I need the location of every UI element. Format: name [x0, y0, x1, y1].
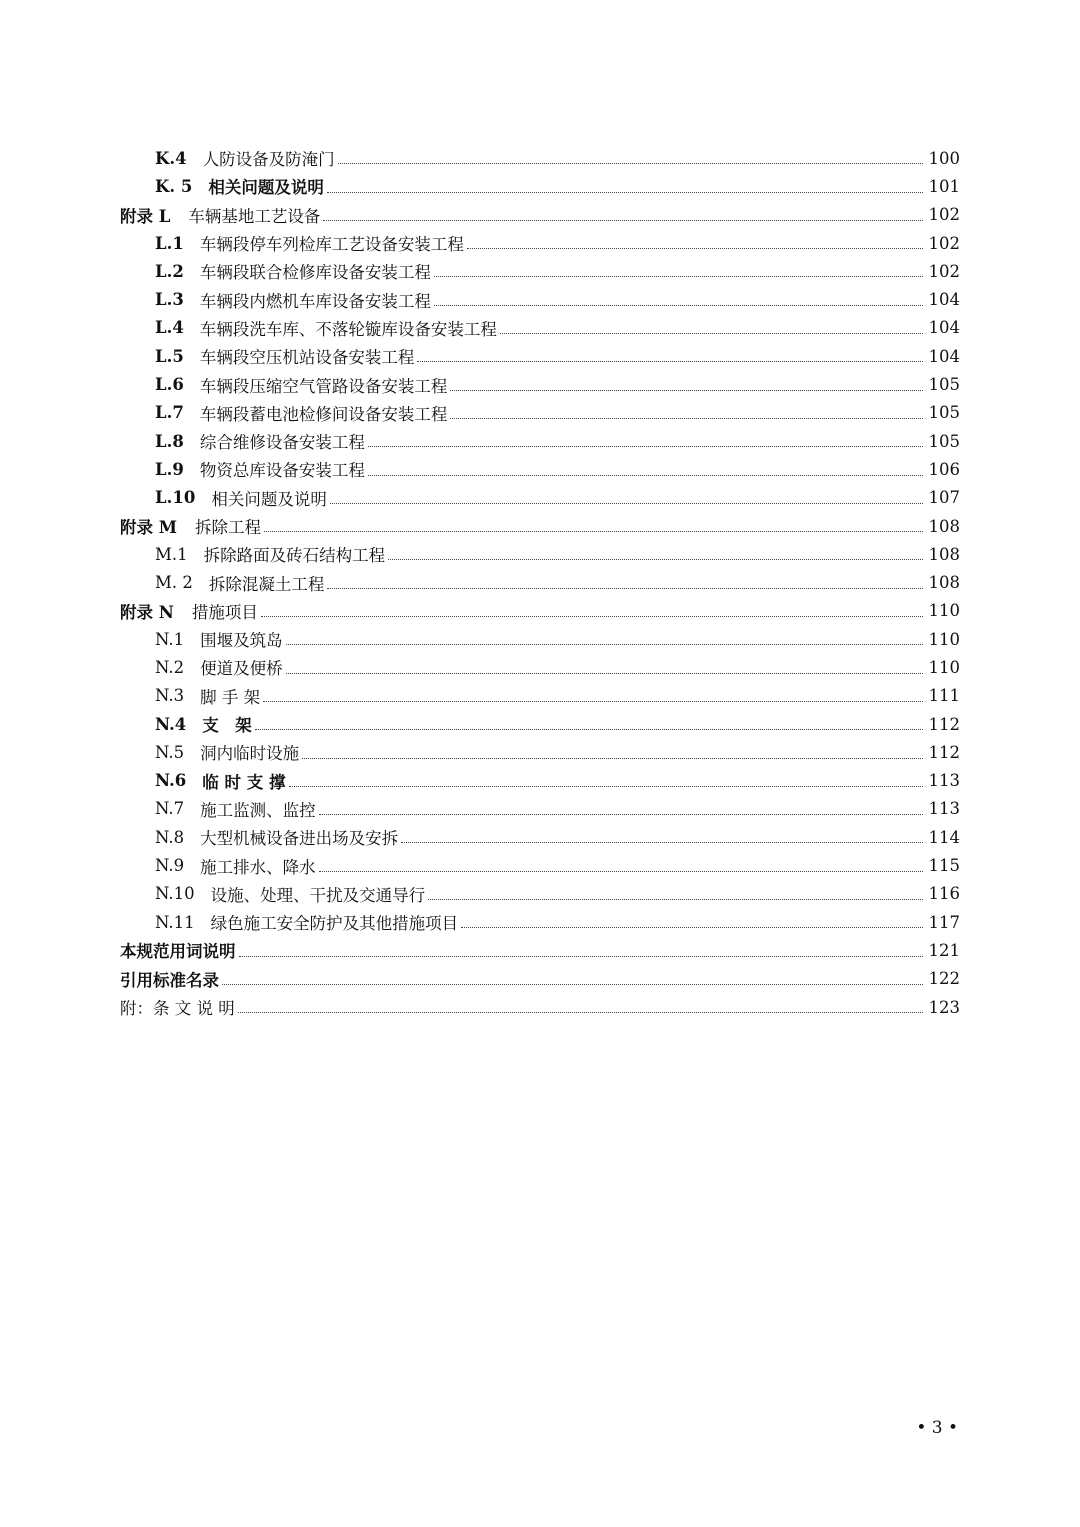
toc-entry[interactable] [0, 710, 1080, 738]
toc-entry-page: 113 [928, 799, 960, 819]
toc-entry-page: 107 [928, 488, 960, 508]
toc-entry-number: L.9 [155, 459, 184, 479]
toc-entry-page: 112 [928, 714, 960, 734]
toc-entry[interactable] [0, 625, 1080, 653]
toc-entry[interactable] [0, 540, 1080, 568]
toc-entry-page: 105 [928, 431, 960, 451]
toc-entry[interactable] [0, 880, 1080, 908]
dot-leader [368, 474, 923, 476]
toc-entry-page: 114 [928, 827, 960, 847]
toc-entry-page: 102 [928, 205, 960, 225]
toc-entry[interactable] [0, 568, 1080, 596]
dot-leader [263, 700, 923, 702]
toc-entry-page: 102 [928, 233, 960, 253]
toc-entry-page: 113 [928, 771, 960, 791]
dot-leader [255, 728, 923, 730]
dot-leader [467, 247, 923, 249]
toc-entry-number: N.2 [155, 657, 185, 677]
toc-entry-page: 117 [928, 912, 960, 932]
toc-entry-title: 相关问题及说明 [211, 489, 327, 509]
page-number-footer: • 3 • [916, 1418, 958, 1438]
toc-entry-page: 108 [928, 573, 960, 593]
toc-entry-page: 105 [928, 375, 960, 395]
toc-entry-title: 绿色施工安全防护及其他措施项目 [210, 914, 459, 934]
toc-entry-page: 122 [928, 969, 960, 989]
toc-entry-page: 108 [928, 516, 960, 536]
toc-entry[interactable] [0, 908, 1080, 936]
toc-entry-title: 车辆段联合检修库设备安装工程 [199, 263, 431, 283]
toc-entry[interactable] [0, 314, 1080, 342]
toc-entry-page: 104 [928, 346, 960, 366]
toc-entry-number: L.5 [155, 346, 184, 366]
toc-entry-page: 123 [928, 997, 960, 1017]
dot-leader [434, 304, 923, 306]
dot-leader [461, 926, 923, 928]
dot-leader [330, 502, 923, 504]
toc-entry[interactable] [0, 172, 1080, 200]
toc-entry-page: 104 [928, 290, 960, 310]
toc-entry[interactable] [0, 682, 1080, 710]
toc-entry-number: 附录 M [120, 518, 178, 537]
toc-entry-title: 拆除工程 [195, 518, 262, 537]
dot-leader [434, 275, 923, 277]
table-of-contents [0, 144, 1080, 1021]
toc-entry-title: 车辆段蓄电池检修间设备安装工程 [199, 404, 448, 424]
toc-entry-title: 车辆段内燃机车库设备安装工程 [199, 291, 431, 311]
toc-entry-page: 115 [928, 856, 960, 876]
toc-entry-title: 车辆基地工艺设备 [188, 206, 321, 226]
toc-entry[interactable] [0, 993, 1080, 1021]
dot-leader [401, 841, 923, 843]
toc-entry-title: 洞内临时设施 [200, 744, 300, 764]
toc-entry-page: 112 [928, 742, 960, 762]
toc-entry-title: 车辆段压缩空气管路设备安装工程 [199, 376, 448, 396]
toc-entry-page: 100 [928, 148, 960, 168]
toc-entry-title: 措施项目 [191, 602, 258, 622]
dot-leader [338, 162, 923, 164]
toc-entry[interactable] [0, 653, 1080, 681]
dot-leader [261, 615, 923, 617]
toc-entry-title: 大型机械设备进出场及安拆 [200, 829, 399, 849]
dot-leader [450, 417, 923, 419]
toc-entry-number: N.11 [155, 912, 195, 932]
dot-leader [327, 191, 923, 193]
toc-entry[interactable] [0, 597, 1080, 625]
toc-entry-page: 105 [928, 403, 960, 423]
toc-entry[interactable] [0, 285, 1080, 313]
toc-entry-number: N.10 [155, 884, 195, 904]
toc-entry-title: 施工排水、降水 [200, 857, 316, 877]
toc-entry-page: 110 [928, 629, 960, 649]
toc-entry-number: K.4 [155, 148, 187, 168]
dot-leader [286, 672, 923, 674]
toc-entry-number: L.6 [155, 375, 184, 395]
dot-leader [450, 389, 923, 391]
toc-entry-title: 附：条 文 说 明 [120, 999, 235, 1019]
toc-entry-number: N.9 [155, 856, 185, 876]
toc-entry-title: 车辆段空压机站设备安装工程 [199, 348, 415, 368]
toc-entry-title: 车辆段洗车库、不落轮镟库设备安装工程 [199, 319, 497, 339]
toc-entry-title: 施工监测、监控 [200, 800, 316, 820]
toc-entry-number: L.4 [155, 318, 184, 338]
toc-entry-number: L.1 [155, 233, 184, 253]
toc-entry[interactable] [0, 201, 1080, 229]
dot-leader [319, 813, 923, 815]
toc-entry-title: 支 架 [202, 716, 252, 736]
toc-entry-page: 110 [928, 657, 960, 677]
toc-entry-number: L.3 [155, 290, 184, 310]
toc-entry-number: L.10 [155, 488, 196, 508]
dot-leader [264, 530, 923, 532]
toc-entry-page: 110 [928, 601, 960, 621]
dot-leader [238, 1011, 923, 1013]
toc-entry-number: L.8 [155, 431, 184, 451]
dot-leader [500, 332, 923, 334]
toc-entry-number: N.8 [155, 827, 185, 847]
toc-entry-title: 相关问题及说明 [208, 178, 324, 198]
toc-entry[interactable] [0, 427, 1080, 455]
toc-entry-number: K. 5 [155, 176, 193, 196]
dot-leader [289, 785, 924, 787]
toc-entry[interactable] [0, 936, 1080, 964]
toc-entry-number: N.6 [155, 771, 187, 791]
toc-entry-number: L.2 [155, 261, 184, 281]
dot-leader [428, 898, 923, 900]
toc-entry[interactable] [0, 738, 1080, 766]
dot-leader [286, 643, 923, 645]
toc-entry-number: 附录 L [120, 206, 171, 226]
toc-entry[interactable] [0, 257, 1080, 285]
toc-entry[interactable] [0, 342, 1080, 370]
dot-leader [327, 587, 923, 589]
toc-entry[interactable] [0, 795, 1080, 823]
toc-entry-page: 101 [928, 176, 960, 196]
toc-entry-number: N.7 [155, 799, 185, 819]
toc-entry-page: 121 [928, 940, 960, 960]
toc-entry-title: 设施、处理、干扰及交通导行 [210, 885, 426, 905]
toc-entry[interactable] [0, 965, 1080, 993]
toc-entry[interactable] [0, 399, 1080, 427]
toc-entry-page: 108 [928, 544, 960, 564]
toc-entry[interactable] [0, 229, 1080, 257]
toc-entry-title: 人防设备及防淹门 [202, 150, 335, 170]
toc-entry-title: 拆除混凝土工程 [208, 574, 325, 594]
toc-entry[interactable] [0, 144, 1080, 172]
toc-entry-number: 附录 N [120, 602, 174, 622]
toc-entry-page: 111 [928, 686, 960, 706]
toc-entry[interactable] [0, 767, 1080, 795]
toc-entry-page: 106 [928, 459, 960, 479]
toc-entry-page: 104 [928, 318, 960, 338]
dot-leader [222, 983, 923, 985]
toc-entry-title: 物资总库设备安装工程 [199, 461, 365, 481]
toc-entry[interactable] [0, 370, 1080, 398]
toc-entry-number: N.5 [155, 742, 185, 762]
toc-entry[interactable] [0, 851, 1080, 879]
toc-entry-title: 引用标准名录 [120, 970, 219, 990]
toc-entry-page: 102 [928, 261, 960, 281]
toc-entry-title: 便道及便桥 [200, 659, 283, 679]
toc-entry[interactable] [0, 823, 1080, 851]
dot-leader [368, 445, 923, 447]
toc-entry[interactable] [0, 455, 1080, 483]
toc-entry-number: N.4 [155, 714, 187, 734]
toc-entry-number: L.7 [155, 403, 184, 423]
dot-leader [319, 870, 923, 872]
dot-leader [388, 558, 923, 560]
toc-entry-number: N.3 [155, 686, 185, 706]
toc-entry-number: M.1 [155, 544, 188, 564]
dot-leader [323, 219, 923, 221]
toc-entry[interactable] [0, 484, 1080, 512]
toc-entry-title: 拆除路面及砖石结构工程 [203, 546, 386, 566]
toc-entry-title: 综合维修设备安装工程 [199, 433, 365, 453]
toc-entry-title: 围堰及筑岛 [200, 631, 283, 651]
toc-entry[interactable] [0, 512, 1080, 540]
toc-entry-title: 本规范用词说明 [120, 942, 236, 962]
dot-leader [302, 757, 923, 759]
toc-entry-title: 车辆段停车列检库工艺设备安装工程 [199, 235, 464, 255]
toc-entry-number: M. 2 [155, 573, 193, 593]
toc-entry-number: N.1 [155, 629, 185, 649]
toc-entry-page: 116 [928, 884, 960, 904]
dot-leader [239, 955, 924, 957]
toc-entry-title: 脚 手 架 [200, 687, 261, 707]
dot-leader [417, 360, 923, 362]
toc-entry-title: 临 时 支 撑 [202, 772, 286, 792]
